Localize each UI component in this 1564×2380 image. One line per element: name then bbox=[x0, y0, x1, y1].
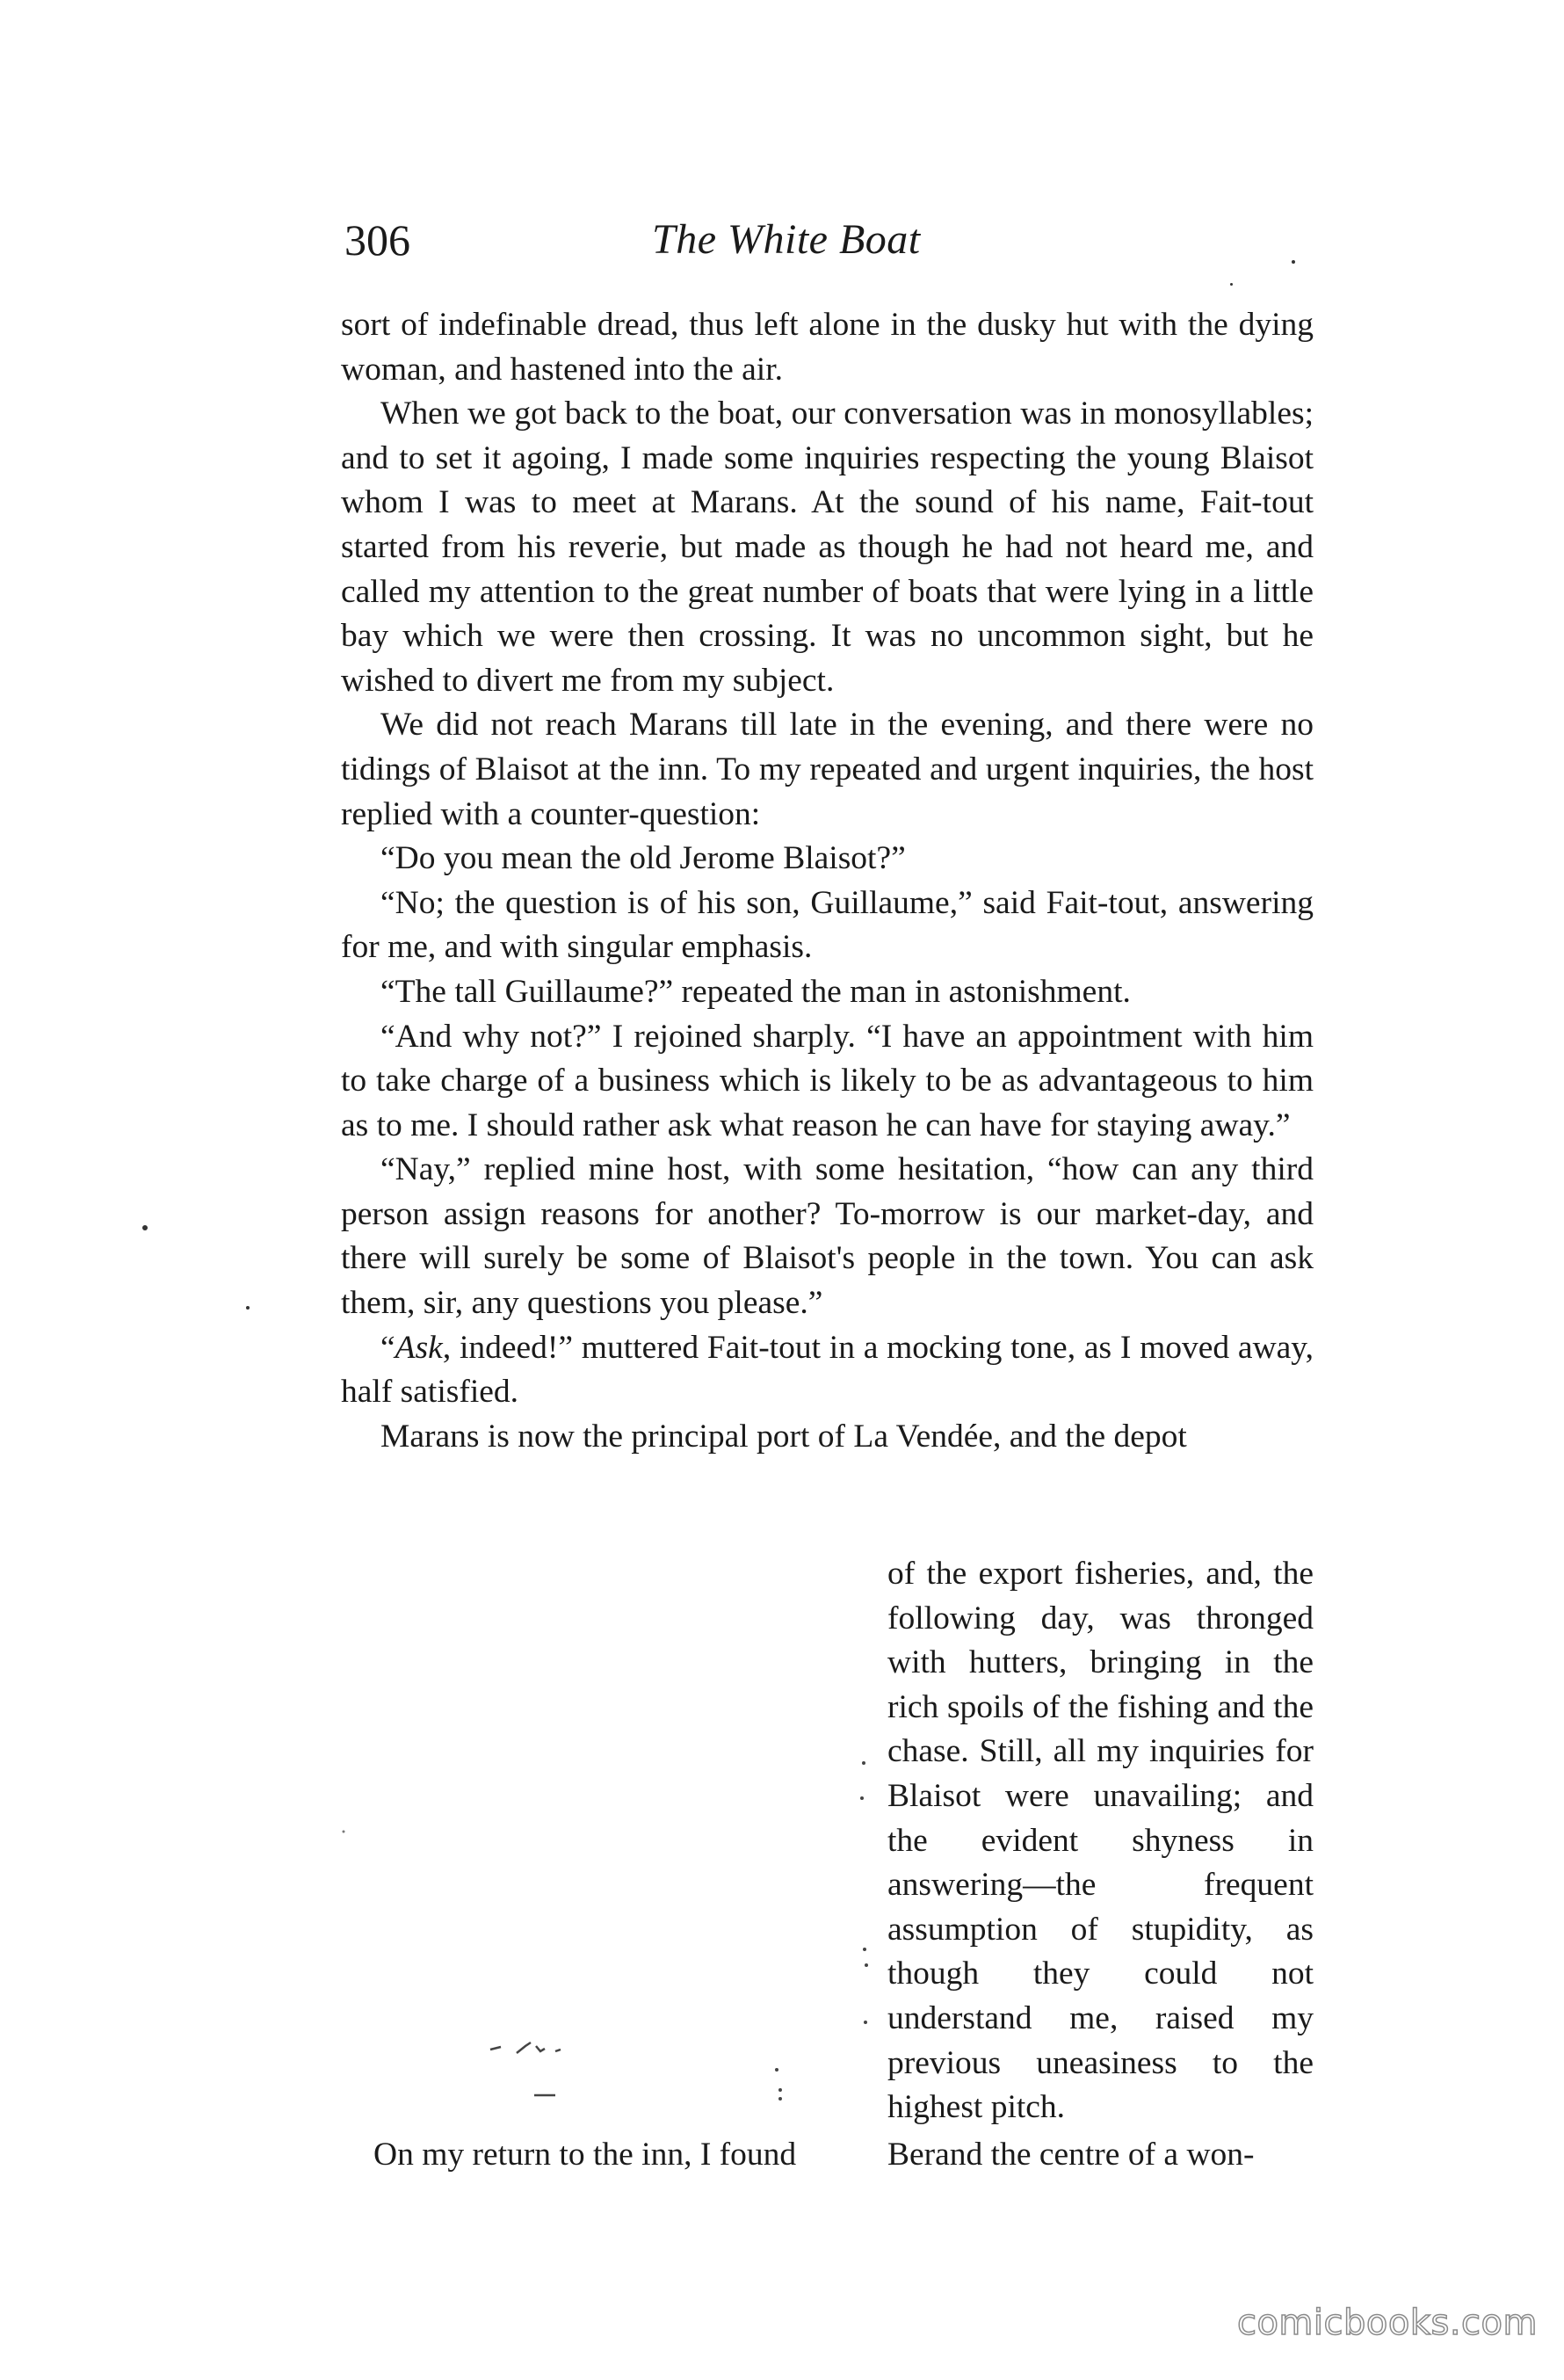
body-text bbox=[341, 303, 1314, 1459]
paragraph-continued: of the export fisheries, and, the following day, was thronged with hutters, bringing in the rich spoils of the fishing and the chase. Still, all my inquiries for Blaisot were unavailing; and the evident shyness in answering—the frequent assumption of stupidity, as though they could not understand me, raised my previous uneasiness to the highest pitch. bbox=[887, 1556, 1314, 2126]
margin-dot bbox=[1292, 260, 1295, 264]
paragraph: “No; the question is of his son, Guillaume,” said Fait-tout, answering for me, and with singular emphasis. bbox=[341, 884, 1314, 966]
column-text bbox=[887, 1552, 1314, 2130]
margin-dot bbox=[246, 1306, 250, 1310]
paragraph: sort of indefinable dread, thus left alone in the dusky hut with the dying woman, and hastened into the air. bbox=[341, 307, 1314, 388]
illustration-space bbox=[341, 1552, 868, 2132]
page-number: 306 bbox=[344, 215, 410, 265]
paragraph: “The tall Guillaume?” repeated the man in astonishment. bbox=[380, 973, 1131, 1010]
paragraph-rest: , indeed!” muttered Fait-tout in a mocking tone, as I moved away, half satisfied. bbox=[341, 1329, 1314, 1411]
final-line-right: Berand the centre of a won- bbox=[887, 2137, 1255, 2173]
paragraph: “And why not?” I rejoined sharply. “I have an appointment with him to take charge of a business which is likely to be as advantageous to him as to me. I should rather ask what reason he can have for staying away.” bbox=[341, 1018, 1314, 1143]
margin-dot bbox=[1230, 283, 1233, 286]
paragraph: Marans is now the principal port of La Vendée, and the depot bbox=[380, 1418, 1187, 1455]
running-title: The White Boat bbox=[652, 216, 921, 263]
paragraph: When we got back to the boat, our conversation was in monosyllables; and to set it agoing, I made some inquiries respecting the young Blaisot whom I was to meet at Marans. At the sound of his name, Fait-tout started from his reverie, but made as though he had not heard me, and called my attention to the great number of boats that were lying in a little bay which we were then crossing. It was no uncommon sight, but he wished to divert me from my subject. bbox=[341, 395, 1314, 699]
page-header bbox=[0, 209, 1564, 271]
open-quote: “ bbox=[380, 1329, 395, 1366]
final-line-left: On my return to the inn, I found bbox=[373, 2137, 797, 2173]
paragraph: “Nay,” replied mine host, with some hesitation, “how can any third person assign reasons for another? To-morrow is our market-day, and there will surely be some of Blaisot's people in the town. You can ask them, sir, any questions you please.” bbox=[341, 1151, 1314, 1322]
paragraph: “Do you mean the old Jerome Blaisot?” bbox=[380, 840, 906, 877]
emphasis-ask: Ask bbox=[395, 1329, 443, 1366]
paragraph bbox=[341, 1326, 1314, 1415]
margin-dot bbox=[142, 1225, 148, 1230]
paragraph: We did not reach Marans till late in the evening, and there were no tidings of Blaisot at the inn. To my repeated and urgent inquiries, the host replied with a counter-question: bbox=[341, 707, 1314, 832]
watermark-logo: comicbooks.com bbox=[1236, 2303, 1538, 2343]
faint-marks bbox=[341, 1552, 868, 2132]
